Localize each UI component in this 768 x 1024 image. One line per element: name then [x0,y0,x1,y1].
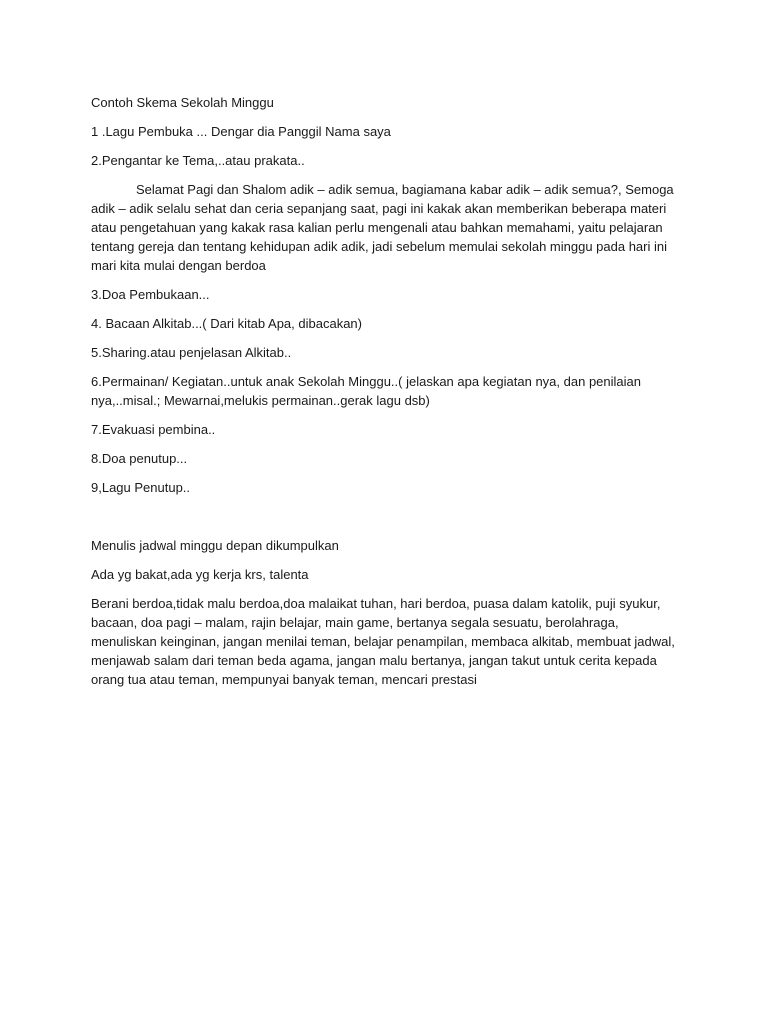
schedule-item-9: 9,Lagu Penutup.. [91,480,191,495]
note-weekly-schedule: Menulis jadwal minggu depan dikumpulkan [91,538,339,553]
document-title: Contoh Skema Sekolah Minggu [91,95,274,110]
schedule-item-1: 1 .Lagu Pembuka ... Dengar dia Panggil Nama saya [91,124,391,139]
schedule-item-8: 8.Doa penutup... [91,451,188,466]
schedule-item-4: 4. Bacaan Alkitab...( Dari kitab Apa, dibacakan) [91,316,362,331]
schedule-item-6: 6.Permainan/ Kegiatan..untuk anak Sekolah Minggu..( jelaskan apa kegiatan nya, dan penilaian nya,..misal.; Mewarnai,melukis permainan..gerak lagu dsb) [91,374,641,408]
note-talent: Ada yg bakat,ada yg kerja krs, talenta [91,567,309,582]
schedule-item-7: 7.Evakuasi pembina.. [91,422,216,437]
note-activities: Berani berdoa,tidak malu berdoa,doa malaikat tuhan, hari berdoa, puasa dalam katolik, puji syukur, bacaan, doa pagi – malam, rajin belajar, main game, bertanya segala sesuatu, berolahraga, menuliskan keinginan, jangan menilai teman, belajar penampilan, membaca alkitab, membuat jadwal, menjawab salam dari teman beda agama, jangan malu bertanya, jangan takut untuk cerita kepada orang tua atau teman, mempunyai banyak teman, mencari prestasi [91,596,675,687]
schedule-item-3: 3.Doa Pembukaan... [91,287,210,302]
intro-paragraph: Selamat Pagi dan Shalom adik – adik semua, bagiamana kabar adik – adik semua?, Semoga adik – adik selalu sehat dan ceria sepanjang saat, pagi ini kakak akan memberikan beberapa materi atau pengetahuan yang kakak rasa kalian perlu mengenali atau bahkan memahami, yaitu pelajaran tentang gereja dan tentang kehidupan adik adik, jadi sebelum memulai sekolah minggu pada hari ini mari kita mulai dengan berdoa [91,182,674,273]
schedule-item-2: 2.Pengantar ke Tema,..atau prakata.. [91,153,305,168]
schedule-item-5: 5.Sharing.atau penjelasan Alkitab.. [91,345,292,360]
